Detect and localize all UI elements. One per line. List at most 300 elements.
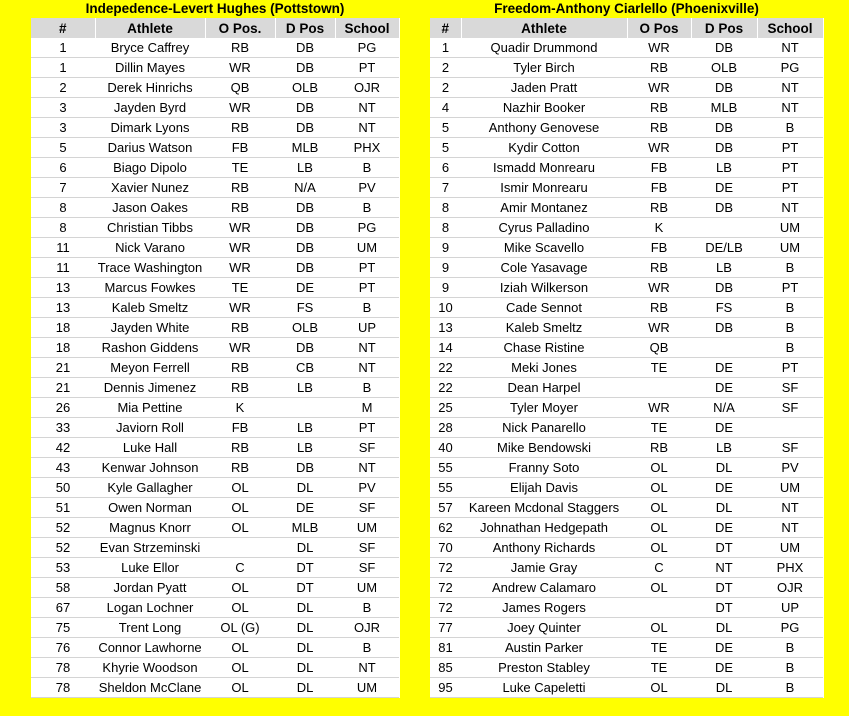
table-row [31, 518, 399, 538]
cell-school: PT [335, 58, 399, 78]
cell-offense-position: OL [627, 458, 691, 478]
cell-athlete: Ismir Monrearu [461, 178, 627, 198]
table-header-row [430, 18, 823, 38]
cell-defense-position: LB [275, 158, 335, 178]
cell-defense-position [691, 338, 757, 358]
cell-offense-position: RB [627, 58, 691, 78]
cell-offense-position: OL [627, 618, 691, 638]
cell-defense-position: MLB [691, 98, 757, 118]
cell-athlete: Darius Watson [95, 138, 205, 158]
cell-school: PT [757, 138, 823, 158]
cell-defense-position: NT [691, 558, 757, 578]
table-row [31, 658, 399, 678]
cell-school: PT [757, 178, 823, 198]
cell-offense-position: RB [627, 118, 691, 138]
cell-number: 5 [430, 138, 461, 158]
cell-school: NT [757, 498, 823, 518]
cell-athlete: Anthony Genovese [461, 118, 627, 138]
cell-athlete: Elijah Davis [461, 478, 627, 498]
cell-school: B [757, 318, 823, 338]
cell-offense-position: C [205, 558, 275, 578]
table-row [430, 418, 823, 438]
cell-school: B [335, 158, 399, 178]
cell-school: PG [335, 38, 399, 58]
cell-school: SF [335, 538, 399, 558]
cell-school: NT [757, 98, 823, 118]
cell-offense-position: K [627, 218, 691, 238]
cell-athlete: Preston Stabley [461, 658, 627, 678]
cell-offense-position: OL [205, 578, 275, 598]
cell-athlete: Franny Soto [461, 458, 627, 478]
cell-number: 52 [31, 518, 95, 538]
table-row [31, 678, 399, 698]
cell-athlete: Iziah Wilkerson [461, 278, 627, 298]
cell-offense-position: RB [627, 438, 691, 458]
cell-school: NT [335, 658, 399, 678]
table-row [31, 58, 399, 78]
cell-athlete: Rashon Giddens [95, 338, 205, 358]
table-row [31, 218, 399, 238]
cell-offense-position: WR [627, 78, 691, 98]
cell-number: 8 [31, 218, 95, 238]
cell-offense-position: FB [627, 158, 691, 178]
cell-athlete: Marcus Fowkes [95, 278, 205, 298]
cell-defense-position: OLB [275, 318, 335, 338]
cell-athlete: Xavier Nunez [95, 178, 205, 198]
table-row [430, 218, 823, 238]
cell-defense-position: DB [275, 218, 335, 238]
cell-offense-position [627, 378, 691, 398]
cell-offense-position: OL [627, 578, 691, 598]
cell-offense-position: RB [205, 198, 275, 218]
cell-school: PG [757, 58, 823, 78]
cell-number: 62 [430, 518, 461, 538]
cell-number: 72 [430, 598, 461, 618]
cell-number: 4 [430, 98, 461, 118]
cell-offense-position: WR [205, 338, 275, 358]
cell-athlete: Bryce Caffrey [95, 38, 205, 58]
cell-defense-position: DL [275, 538, 335, 558]
cell-defense-position: CB [275, 358, 335, 378]
cell-athlete: Andrew Calamaro [461, 578, 627, 598]
table-row [430, 518, 823, 538]
cell-offense-position: OL [627, 518, 691, 538]
cell-athlete: Kaleb Smeltz [95, 298, 205, 318]
cell-offense-position [627, 598, 691, 618]
table-row [430, 178, 823, 198]
cell-offense-position: RB [205, 318, 275, 338]
col-header-defense-position: D Pos [275, 18, 335, 38]
cell-defense-position: DE [691, 478, 757, 498]
cell-school: SF [335, 498, 399, 518]
table-row [31, 98, 399, 118]
cell-number: 22 [430, 358, 461, 378]
cell-offense-position: OL (G) [205, 618, 275, 638]
cell-defense-position: DT [691, 598, 757, 618]
cell-school: OJR [757, 578, 823, 598]
cell-athlete: Kaleb Smeltz [461, 318, 627, 338]
table-row [31, 238, 399, 258]
freedom-team-title: Freedom-Anthony Ciarlello (Phoenixville) [494, 1, 759, 16]
cell-offense-position: TE [205, 158, 275, 178]
table-row [430, 478, 823, 498]
cell-number: 55 [430, 458, 461, 478]
cell-number: 6 [31, 158, 95, 178]
cell-defense-position: DL [691, 678, 757, 698]
table-row [430, 638, 823, 658]
cell-athlete: Anthony Richards [461, 538, 627, 558]
cell-defense-position: LB [275, 418, 335, 438]
cell-offense-position: TE [627, 658, 691, 678]
table-row [430, 578, 823, 598]
cell-offense-position: RB [205, 358, 275, 378]
cell-number: 8 [430, 218, 461, 238]
cell-defense-position: N/A [275, 178, 335, 198]
cell-athlete: Sheldon McClane [95, 678, 205, 698]
cell-school: SF [757, 378, 823, 398]
table-row [430, 618, 823, 638]
cell-athlete: Logan Lochner [95, 598, 205, 618]
table-row [31, 358, 399, 378]
cell-number: 2 [31, 78, 95, 98]
table-row [31, 598, 399, 618]
cell-athlete: Nick Varano [95, 238, 205, 258]
table-row [31, 198, 399, 218]
cell-athlete: Dean Harpel [461, 378, 627, 398]
cell-offense-position: WR [627, 318, 691, 338]
cell-athlete: Cyrus Palladino [461, 218, 627, 238]
cell-school: PT [335, 258, 399, 278]
cell-offense-position: RB [205, 378, 275, 398]
cell-offense-position: K [205, 398, 275, 418]
cell-defense-position: DB [691, 198, 757, 218]
cell-offense-position: QB [205, 78, 275, 98]
cell-offense-position: WR [627, 138, 691, 158]
cell-number: 18 [31, 338, 95, 358]
cell-number: 10 [430, 298, 461, 318]
cell-school: PT [335, 278, 399, 298]
table-row [31, 538, 399, 558]
cell-defense-position: DE [275, 498, 335, 518]
cell-athlete: Kydir Cotton [461, 138, 627, 158]
cell-school: PV [335, 478, 399, 498]
cell-athlete: Derek Hinrichs [95, 78, 205, 98]
cell-number: 9 [430, 258, 461, 278]
cell-offense-position: OL [627, 498, 691, 518]
cell-school: UP [757, 598, 823, 618]
cell-school: NT [757, 518, 823, 538]
cell-defense-position: DB [275, 98, 335, 118]
cell-school: M [335, 398, 399, 418]
cell-athlete: Christian Tibbs [95, 218, 205, 238]
cell-school: PHX [335, 138, 399, 158]
cell-offense-position: RB [627, 298, 691, 318]
cell-number: 28 [430, 418, 461, 438]
table-row [430, 678, 823, 698]
cell-number: 3 [31, 118, 95, 138]
cell-athlete: Quadir Drummond [461, 38, 627, 58]
cell-defense-position: OLB [691, 58, 757, 78]
cell-number: 8 [430, 198, 461, 218]
cell-number: 72 [430, 578, 461, 598]
cell-number: 33 [31, 418, 95, 438]
cell-school: B [757, 638, 823, 658]
cell-offense-position: WR [205, 98, 275, 118]
cell-athlete: Mike Bendowski [461, 438, 627, 458]
freedom-roster-panel [430, 0, 823, 698]
table-row [31, 138, 399, 158]
cell-offense-position: RB [205, 458, 275, 478]
cell-athlete: Trent Long [95, 618, 205, 638]
cell-offense-position: TE [627, 358, 691, 378]
cell-number: 7 [430, 178, 461, 198]
cell-number: 22 [430, 378, 461, 398]
table-row [31, 578, 399, 598]
freedom-roster-table [430, 18, 824, 698]
cell-defense-position: DE [691, 178, 757, 198]
cell-number: 11 [31, 238, 95, 258]
table-row [430, 398, 823, 418]
cell-number: 6 [430, 158, 461, 178]
cell-number: 40 [430, 438, 461, 458]
cell-offense-position: FB [627, 238, 691, 258]
cell-school: PT [757, 158, 823, 178]
cell-school: UM [335, 518, 399, 538]
cell-defense-position: DT [691, 538, 757, 558]
cell-athlete: Tyler Moyer [461, 398, 627, 418]
cell-offense-position: OL [205, 518, 275, 538]
cell-athlete: Jayden White [95, 318, 205, 338]
cell-school: B [757, 118, 823, 138]
independence-roster-panel [31, 0, 399, 698]
cell-defense-position: DB [275, 198, 335, 218]
cell-offense-position: WR [627, 38, 691, 58]
cell-defense-position: DB [275, 58, 335, 78]
table-row [430, 658, 823, 678]
cell-defense-position: DB [691, 38, 757, 58]
cell-offense-position: FB [205, 418, 275, 438]
cell-school: NT [335, 458, 399, 478]
cell-athlete: Kenwar Johnson [95, 458, 205, 478]
cell-offense-position: WR [205, 238, 275, 258]
cell-athlete: Cade Sennot [461, 298, 627, 318]
table-row [31, 258, 399, 278]
cell-athlete: Mia Pettine [95, 398, 205, 418]
cell-offense-position: QB [627, 338, 691, 358]
cell-number: 1 [31, 58, 95, 78]
cell-athlete: Johnathan Hedgepath [461, 518, 627, 538]
cell-athlete: Amir Montanez [461, 198, 627, 218]
cell-school: NT [335, 98, 399, 118]
cell-number: 1 [31, 38, 95, 58]
cell-defense-position: DB [275, 258, 335, 278]
cell-offense-position: WR [205, 218, 275, 238]
cell-school: B [335, 598, 399, 618]
cell-school: B [757, 338, 823, 358]
cell-school: UP [335, 318, 399, 338]
table-row [31, 158, 399, 178]
cell-defense-position: DT [275, 578, 335, 598]
cell-offense-position: WR [205, 58, 275, 78]
cell-defense-position: LB [691, 158, 757, 178]
cell-defense-position: LB [691, 258, 757, 278]
cell-number: 67 [31, 598, 95, 618]
table-row [430, 98, 823, 118]
cell-school: PT [335, 418, 399, 438]
cell-athlete: Jason Oakes [95, 198, 205, 218]
cell-athlete: Evan Strzeminski [95, 538, 205, 558]
cell-offense-position: RB [205, 438, 275, 458]
table-row [31, 118, 399, 138]
cell-number: 77 [430, 618, 461, 638]
cell-athlete: Ismadd Monrearu [461, 158, 627, 178]
cell-school: NT [757, 38, 823, 58]
cell-athlete: Javiorn Roll [95, 418, 205, 438]
cell-offense-position: RB [205, 178, 275, 198]
cell-defense-position: MLB [275, 138, 335, 158]
cell-defense-position: DL [275, 478, 335, 498]
cell-offense-position: OL [627, 538, 691, 558]
table-row [430, 298, 823, 318]
cell-school: UM [335, 678, 399, 698]
table-row [31, 458, 399, 478]
cell-number: 75 [31, 618, 95, 638]
cell-number: 57 [430, 498, 461, 518]
table-row [31, 298, 399, 318]
cell-athlete: Biago Dipolo [95, 158, 205, 178]
cell-defense-position: OLB [275, 78, 335, 98]
cell-defense-position: DB [275, 38, 335, 58]
cell-number: 43 [31, 458, 95, 478]
cell-number: 2 [430, 58, 461, 78]
cell-defense-position: DE [691, 518, 757, 538]
cell-athlete: Meki Jones [461, 358, 627, 378]
col-header-offense-position: O Pos [627, 18, 691, 38]
cell-number: 9 [430, 278, 461, 298]
table-row [430, 598, 823, 618]
cell-school: NT [757, 78, 823, 98]
cell-athlete: Cole Yasavage [461, 258, 627, 278]
table-row [430, 498, 823, 518]
cell-athlete: Kareen Mcdonal Staggers [461, 498, 627, 518]
col-header-school: School [335, 18, 399, 38]
table-row [31, 638, 399, 658]
cell-athlete: Dennis Jimenez [95, 378, 205, 398]
cell-defense-position: DB [691, 118, 757, 138]
cell-offense-position: TE [205, 278, 275, 298]
cell-offense-position: C [627, 558, 691, 578]
cell-number: 52 [31, 538, 95, 558]
cell-school: UM [757, 218, 823, 238]
cell-athlete: Luke Capeletti [461, 678, 627, 698]
cell-school [757, 418, 823, 438]
cell-number: 7 [31, 178, 95, 198]
cell-defense-position [275, 398, 335, 418]
cell-athlete: Jayden Byrd [95, 98, 205, 118]
col-header-defense-position: D Pos [691, 18, 757, 38]
cell-offense-position: OL [205, 498, 275, 518]
table-row [31, 398, 399, 418]
cell-defense-position: DL [275, 598, 335, 618]
cell-school: PG [757, 618, 823, 638]
cell-school: OJR [335, 618, 399, 638]
cell-school: SF [757, 438, 823, 458]
cell-defense-position: DB [275, 458, 335, 478]
cell-number: 26 [31, 398, 95, 418]
cell-offense-position: RB [205, 118, 275, 138]
cell-number: 5 [31, 138, 95, 158]
cell-defense-position: DB [691, 278, 757, 298]
cell-school: PT [757, 278, 823, 298]
cell-number: 72 [430, 558, 461, 578]
table-row [31, 318, 399, 338]
independence-roster-body [31, 38, 399, 698]
cell-number: 1 [430, 38, 461, 58]
cell-number: 78 [31, 678, 95, 698]
table-row [31, 618, 399, 638]
cell-school: B [757, 678, 823, 698]
cell-defense-position: DL [275, 658, 335, 678]
cell-defense-position: DB [275, 238, 335, 258]
cell-athlete: Nazhir Booker [461, 98, 627, 118]
cell-defense-position: DT [691, 578, 757, 598]
col-header-offense-position: O Pos. [205, 18, 275, 38]
col-header-athlete: Athlete [461, 18, 627, 38]
table-row [430, 278, 823, 298]
cell-athlete: Chase Ristine [461, 338, 627, 358]
cell-offense-position: WR [627, 398, 691, 418]
cell-defense-position [691, 218, 757, 238]
cell-school: SF [335, 438, 399, 458]
cell-athlete: Dimark Lyons [95, 118, 205, 138]
table-header-row [31, 18, 399, 38]
cell-defense-position: DE [691, 638, 757, 658]
cell-athlete: Tyler Birch [461, 58, 627, 78]
table-row [430, 158, 823, 178]
cell-number: 76 [31, 638, 95, 658]
cell-offense-position: OL [205, 638, 275, 658]
cell-athlete: Owen Norman [95, 498, 205, 518]
cell-number: 81 [430, 638, 461, 658]
cell-school: B [757, 658, 823, 678]
cell-offense-position: RB [205, 38, 275, 58]
table-row [430, 358, 823, 378]
cell-number: 13 [31, 298, 95, 318]
cell-offense-position: FB [627, 178, 691, 198]
cell-athlete: James Rogers [461, 598, 627, 618]
table-row [31, 378, 399, 398]
cell-offense-position: RB [627, 98, 691, 118]
table-row [430, 238, 823, 258]
cell-number: 5 [430, 118, 461, 138]
cell-offense-position: OL [205, 678, 275, 698]
col-header-number: # [430, 18, 461, 38]
cell-school: PG [335, 218, 399, 238]
cell-school: UM [335, 578, 399, 598]
cell-school: SF [335, 558, 399, 578]
cell-number: 55 [430, 478, 461, 498]
table-row [31, 478, 399, 498]
cell-school: PHX [757, 558, 823, 578]
table-row [31, 438, 399, 458]
table-row [430, 338, 823, 358]
table-row [430, 558, 823, 578]
cell-number: 21 [31, 358, 95, 378]
cell-defense-position: DE [275, 278, 335, 298]
cell-number: 8 [31, 198, 95, 218]
cell-number: 13 [31, 278, 95, 298]
cell-offense-position: OL [205, 598, 275, 618]
